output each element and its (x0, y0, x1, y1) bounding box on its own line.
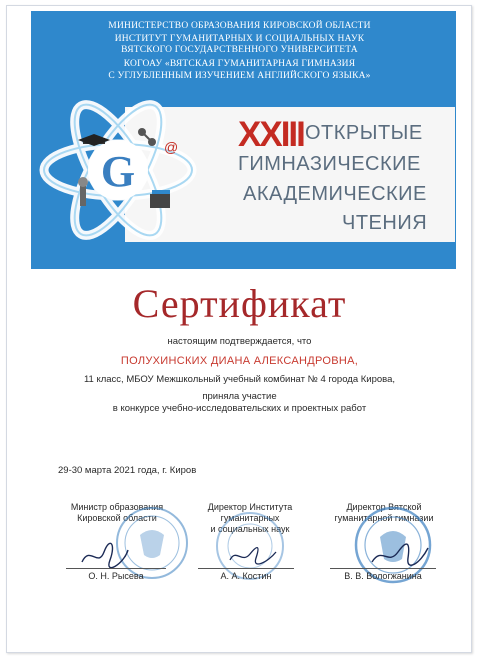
signature-2-line (198, 568, 294, 569)
signature-2-title-line-2: гуманитарных (220, 513, 280, 523)
signature-3-title-line-1: Директор Вятской (346, 502, 422, 512)
signature-2-title-line-1: Директор Института (207, 502, 293, 512)
event-number: XXIII (238, 115, 304, 154)
org-line-4: КОГОАУ «ВЯТСКАЯ ГУМАНИТАРНАЯ ГИМНАЗИЯ (123, 59, 356, 69)
signature-1-title-line-2: Кировской области (77, 513, 157, 523)
signature-1-name: О. Н. Рысева (88, 571, 144, 581)
signature-2-title-line-3: и социальных наук (210, 524, 290, 534)
org-line-3: ВЯТСКОГО ГОСУДАРСТВЕННОГО УНИВЕРСИТЕТА (121, 45, 358, 55)
event-date: 29-30 марта 2021 года, г. Киров (58, 465, 197, 476)
event-title-line-2: ГИМНАЗИЧЕСКИЕ (238, 153, 421, 175)
signature-1-line (66, 568, 166, 569)
participation-line-1: приняла участие (202, 391, 277, 402)
signature-1-title-line-1: Министр образования (70, 502, 164, 512)
signature-3-line (330, 568, 436, 569)
event-title-line-3: АКАДЕМИЧЕСКИЕ (243, 183, 427, 205)
org-line-2: ИНСТИТУТ ГУМАНИТАРНЫХ И СОЦИАЛЬНЫХ НАУК (114, 34, 365, 44)
certificate-intro: настоящим подтверждается, что (167, 336, 312, 347)
signature-3-icon (370, 540, 430, 570)
participation-line-2: в конкурсе учебно-исследовательских и проектных работ (112, 403, 367, 414)
recipient-details: 11 класс, МБОУ Межшкольный учебный комбинат № 4 города Кирова, (83, 374, 396, 385)
signature-2-icon (228, 540, 278, 570)
org-line-1: МИНИСТЕРСТВО ОБРАЗОВАНИЯ КИРОВСКОЙ ОБЛАСТИ (108, 21, 371, 31)
signature-2-name: А. А. Костин (220, 571, 272, 581)
event-title-line-4: ЧТЕНИЯ (342, 212, 428, 234)
recipient-name: ПОЛУХИНСКИХ ДИАНА АЛЕКСАНДРОВНА, (120, 355, 359, 367)
certificate-heading: Сертификат (132, 281, 347, 326)
svg-text:@: @ (164, 139, 179, 155)
signature-3-name: В. В. Вологжанина (344, 571, 422, 581)
atom-emblem-icon (38, 90, 198, 250)
signature-1-icon (80, 540, 130, 570)
svg-text:G: G (100, 147, 136, 196)
event-title-line-1: ОТКРЫТЫЕ (305, 122, 423, 144)
org-line-5: С УГЛУБЛЕННЫМ ИЗУЧЕНИЕМ АНГЛИЙСКОГО ЯЗЫКА» (108, 71, 371, 81)
signature-3-title-line-2: гуманитарной гимназии (334, 513, 434, 523)
